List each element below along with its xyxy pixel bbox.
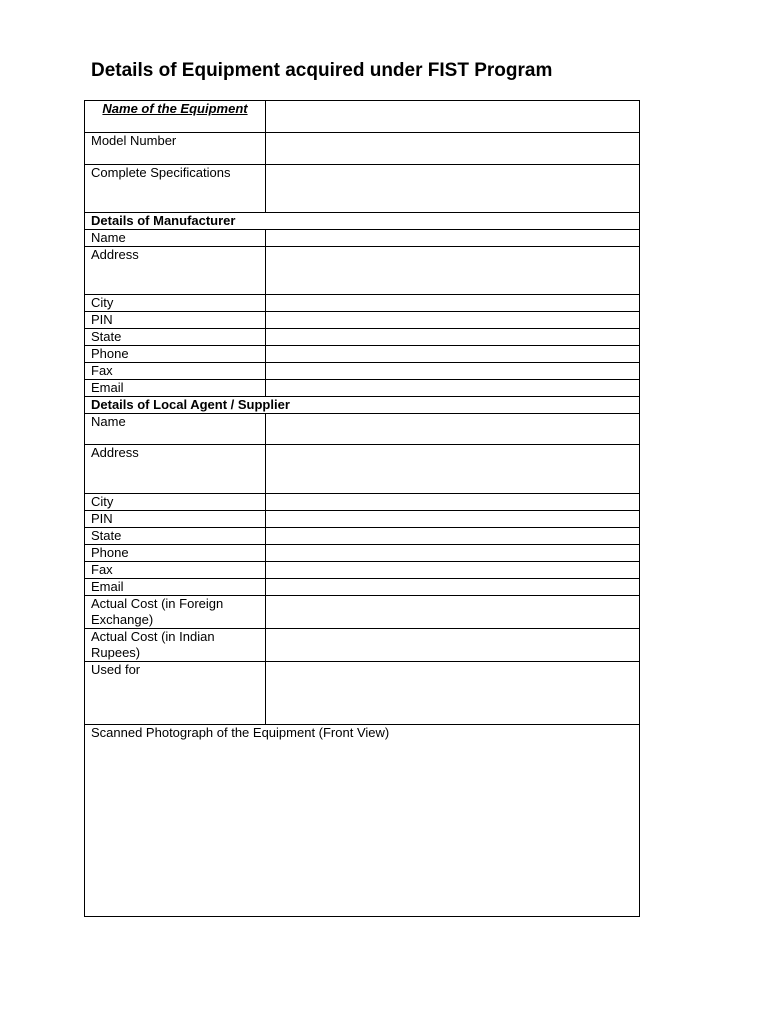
field-label: Actual Cost (in Indian Rupees) bbox=[85, 629, 266, 662]
form-row bbox=[85, 230, 640, 247]
field-label: City bbox=[85, 494, 266, 511]
form-row bbox=[85, 414, 640, 445]
form-row bbox=[85, 545, 640, 562]
form-row bbox=[85, 133, 640, 165]
form-row bbox=[85, 213, 640, 230]
field-label: Actual Cost (in Foreign Exchange) bbox=[85, 596, 266, 629]
field-value[interactable] bbox=[266, 662, 640, 725]
field-label: Fax bbox=[85, 562, 266, 579]
field-label: Used for bbox=[85, 662, 266, 725]
field-label: PIN bbox=[85, 511, 266, 528]
field-value[interactable] bbox=[266, 230, 640, 247]
field-value[interactable] bbox=[266, 363, 640, 380]
form-row bbox=[85, 725, 640, 917]
field-value[interactable] bbox=[266, 380, 640, 397]
form-row bbox=[85, 397, 640, 414]
field-label: Address bbox=[85, 445, 266, 494]
form-row bbox=[85, 101, 640, 133]
section-header: Details of Manufacturer bbox=[85, 213, 640, 230]
field-label: Complete Specifications bbox=[85, 165, 266, 213]
field-value[interactable] bbox=[266, 562, 640, 579]
form-row bbox=[85, 165, 640, 213]
form-row bbox=[85, 247, 640, 295]
field-label: City bbox=[85, 295, 266, 312]
field-label: Name bbox=[85, 230, 266, 247]
field-value[interactable] bbox=[266, 545, 640, 562]
form-row bbox=[85, 329, 640, 346]
form-row bbox=[85, 662, 640, 725]
form-row bbox=[85, 494, 640, 511]
field-value[interactable] bbox=[266, 528, 640, 545]
field-label: Phone bbox=[85, 346, 266, 363]
field-label: Model Number bbox=[85, 133, 266, 165]
form-row bbox=[85, 562, 640, 579]
form-row bbox=[85, 312, 640, 329]
equipment-form-table bbox=[84, 100, 640, 917]
field-value[interactable] bbox=[266, 346, 640, 363]
field-value[interactable] bbox=[266, 295, 640, 312]
photo-section-label: Scanned Photograph of the Equipment (Front View) bbox=[85, 725, 640, 917]
field-label: PIN bbox=[85, 312, 266, 329]
field-value[interactable] bbox=[266, 629, 640, 662]
form-row bbox=[85, 596, 640, 629]
field-value[interactable] bbox=[266, 165, 640, 213]
field-value[interactable] bbox=[266, 445, 640, 494]
form-row bbox=[85, 629, 640, 662]
field-value[interactable] bbox=[266, 414, 640, 445]
field-value[interactable] bbox=[266, 101, 640, 133]
form-row bbox=[85, 528, 640, 545]
form-row bbox=[85, 445, 640, 494]
form-row bbox=[85, 380, 640, 397]
section-header: Details of Local Agent / Supplier bbox=[85, 397, 640, 414]
field-label: Name bbox=[85, 414, 266, 445]
field-value[interactable] bbox=[266, 579, 640, 596]
field-label: Address bbox=[85, 247, 266, 295]
field-value[interactable] bbox=[266, 247, 640, 295]
field-label: State bbox=[85, 528, 266, 545]
field-value[interactable] bbox=[266, 511, 640, 528]
form-row bbox=[85, 363, 640, 380]
field-value[interactable] bbox=[266, 596, 640, 629]
field-value[interactable] bbox=[266, 494, 640, 511]
page-title: Details of Equipment acquired under FIST Program bbox=[91, 60, 553, 81]
field-label: Name of the Equipment bbox=[85, 101, 266, 133]
field-label: State bbox=[85, 329, 266, 346]
form-row bbox=[85, 295, 640, 312]
field-label: Fax bbox=[85, 363, 266, 380]
field-value[interactable] bbox=[266, 133, 640, 165]
field-label: Email bbox=[85, 380, 266, 397]
form-row bbox=[85, 346, 640, 363]
form-row bbox=[85, 511, 640, 528]
field-value[interactable] bbox=[266, 312, 640, 329]
field-value[interactable] bbox=[266, 329, 640, 346]
field-label: Email bbox=[85, 579, 266, 596]
form-row bbox=[85, 579, 640, 596]
field-label: Phone bbox=[85, 545, 266, 562]
